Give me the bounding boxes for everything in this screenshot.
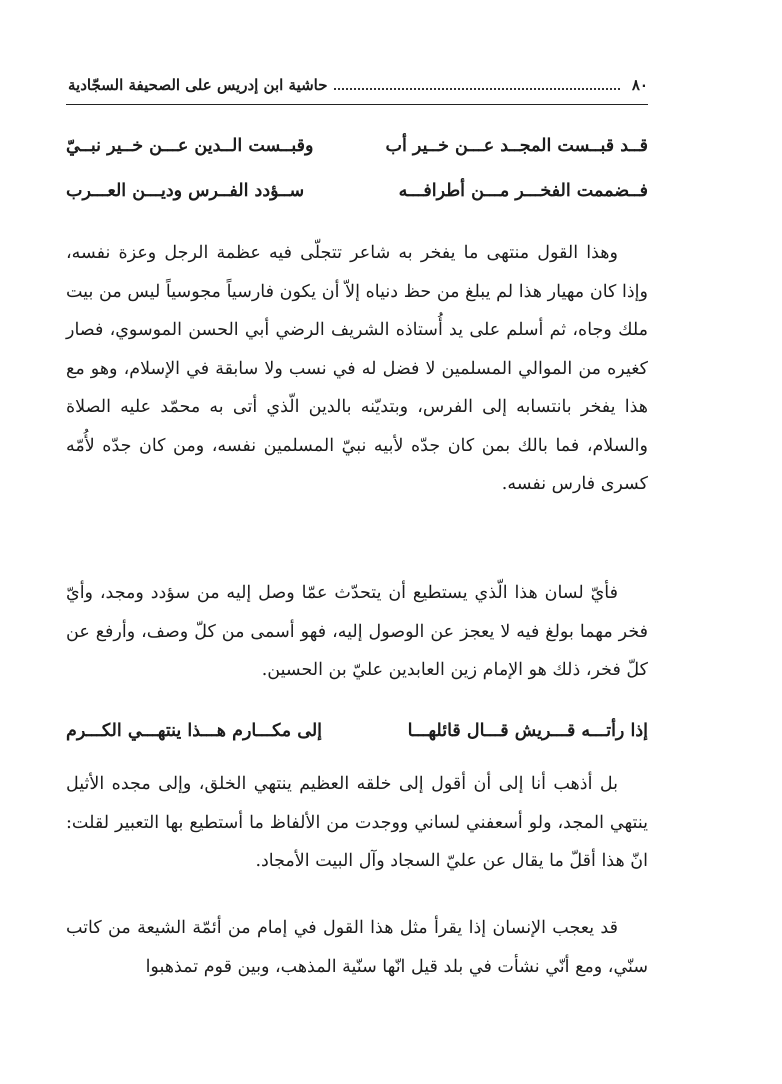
paragraph: بل أذهب أنا إلى أن أقول إلى خلقه العظيم ينتهي الخلق، وإلى مجده الأثيل ينتهي المجد، ولو أسعفني لساني ووجدت من الألفاظ ما أستطيع بها التعبير لقلت: انّ هذا أقلّ ما يقال عن عليّ السجاد وآل البيت الأمجاد. (66, 774, 648, 871)
verse-first-hemistich: فــضممت الفخـــر مـــن أطرافـــه (398, 181, 648, 201)
verse-line (66, 721, 648, 751)
verse-first-hemistich: قــد قبــست المجــد عـــن خــير أب (385, 136, 648, 156)
running-title: حاشية ابن إدريس على الصحيفة السجّادية (68, 76, 328, 94)
page-number: ٨٠ (631, 76, 648, 94)
running-header (68, 70, 648, 100)
paragraph: وهذا القول منتهى ما يفخر به شاعر تتجلّى فيه عظمة الرجل وعزة نفسه، وإذا كان مهيار هذا لم يبلغ من حظ دنياه إلاّ أن يكون فارسياً مجوسياً ليس من بيت ملك وجاه، ثم أسلم على يد أُستاذه الشريف الرضي أبي الحسن الموسوي، فصار كغيره من الموالي المسلمين لا فضل له في نسب ولا سابقة في الإسلام، وهو مع هذا يفخر بانتسابه إلى الفرس، وبتديّنه بالدين الّذي أتى به محمّد عليه الصلاة والسلام، فما بالك بمن كان جدّه لأبيه نبيّ المسلمين نفسه، ومن كان جدّه لأُمّه كسرى فارس نفسه. (66, 243, 648, 494)
verse-line (66, 136, 648, 166)
paragraph: قد يعجب الإنسان إذا يقرأ مثل هذا القول في إمام من أئمّة الشيعة من كاتب سنّي، ومع أنّي نشأت في بلد قيل انّها سنّية المذهب، وبين قوم تمذهبوا (66, 918, 648, 977)
verse-first-hemistich: إذا رأتـــه قـــريش قـــال قائلهـــا (407, 721, 648, 741)
verse-line (66, 181, 648, 211)
verse-second-hemistich: ســؤدد الفــرس وديـــن العـــرب (66, 181, 305, 201)
paragraph: فأيّ لسان هذا الّذي يستطيع أن يتحدّث عمّا وصل إليه من سؤدد ومجد، وأيّ فخر مهما بولغ فيه لا يعجز عن الوصول إليه، فهو أسمى من كلّ وصف، وأرفع عن كلّ فخر، ذلك هو الإمام زين العابدين عليّ بن الحسين. (66, 583, 648, 680)
verse-second-hemistich: إلى مكـــارم هـــذا ينتهـــي الكـــرم (66, 721, 323, 741)
header-dot-leader (334, 88, 620, 90)
verse-second-hemistich: وقبــست الــدين عـــن خــير نبــيّ (66, 136, 314, 156)
header-rule (66, 104, 648, 105)
